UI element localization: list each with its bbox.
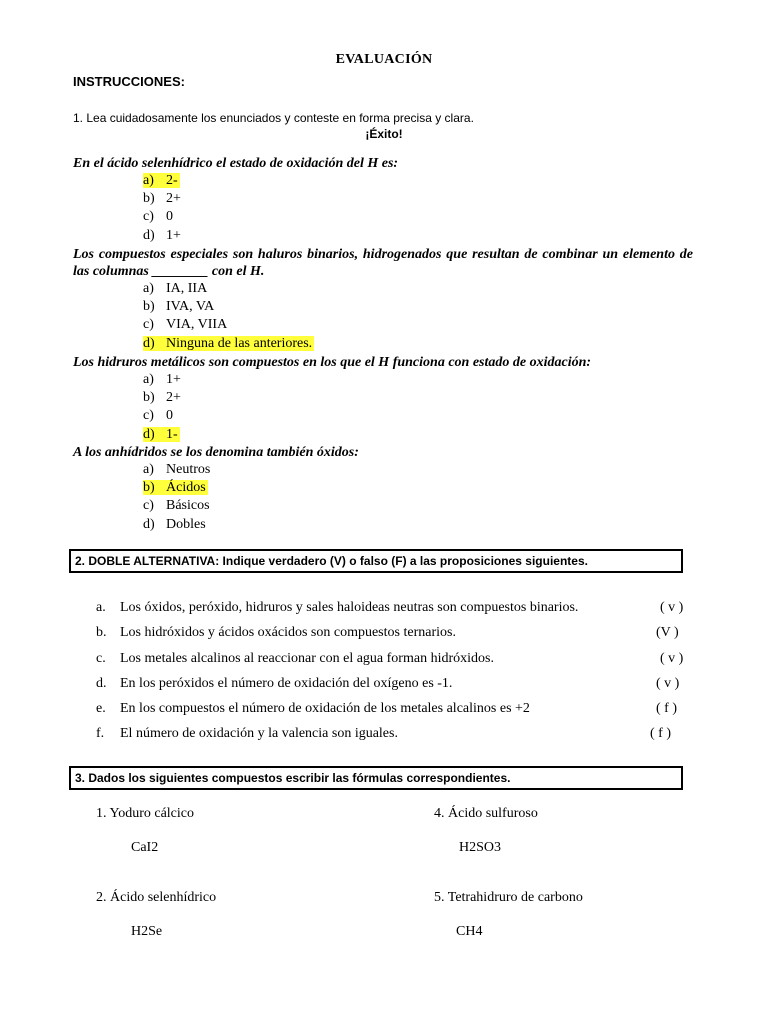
exito-text: ¡Éxito!: [365, 127, 403, 141]
compound-name: 2. Ácido selenhídrico: [96, 890, 217, 905]
option: c) 0: [143, 209, 173, 225]
tf-answer: ( f ): [650, 726, 671, 741]
instruction-1: 1. Lea cuidadosamente los enunciados y conteste en forma precisa y clara.: [73, 111, 474, 125]
question-2: Los compuestos especiales son haluros binarios, hidrogenados que resultan de combinar un elemento de las columnas ________ con el H.: [73, 247, 693, 279]
question-3: Los hidruros metálicos son compuestos en los que el H funciona con estado de oxidación:: [73, 355, 592, 370]
compound-name: 5. Tetrahidruro de carbono: [434, 890, 583, 905]
tf-answer: (V ): [656, 625, 679, 640]
option: b) 2+: [143, 191, 181, 207]
section-3-heading: 3. Dados los siguientes compuestos escribir las fórmulas correspondientes.: [69, 766, 683, 790]
tf-answer: ( v ): [660, 600, 684, 615]
tf-item: d. En los peróxidos el número de oxidación del oxígeno es -1. ( v ): [96, 676, 680, 691]
option: b) 2+: [143, 390, 181, 406]
compound-name: 4. Ácido sulfuroso: [434, 806, 538, 821]
tf-answer: ( f ): [656, 701, 677, 716]
compound-formula: H2Se: [131, 924, 163, 939]
page-title: EVALUACIÓN: [335, 52, 433, 67]
tf-answer: ( v ): [660, 651, 684, 666]
tf-item: c. Los metales alcalinos al reaccionar con el agua forman hidróxidos. ( v ): [96, 651, 684, 666]
compound-name: 1. Yoduro cálcico: [96, 806, 194, 821]
question-2-options: [143, 280, 314, 353]
instructions-label: INSTRUCCIONES:: [73, 74, 185, 89]
section-2-heading-label: 2. DOBLE ALTERNATIVA:: [75, 554, 220, 568]
option: d) 1+: [143, 227, 181, 243]
option: b) IVA, VA: [143, 299, 215, 315]
tf-answer: ( v ): [656, 676, 680, 691]
compound-formula: H2SO3: [459, 840, 502, 855]
question-3-options: [143, 371, 181, 444]
question-4-options: [143, 461, 210, 534]
option: c) 0: [143, 408, 173, 424]
option: c) Básicos: [143, 498, 210, 514]
option: b) Ácidos: [143, 480, 206, 496]
question-4: A los anhídridos se los denomina también óxidos:: [73, 445, 359, 460]
option: d) 1-: [143, 426, 178, 442]
compound-formula: CH4: [456, 924, 483, 939]
option: a) 2-: [143, 173, 178, 188]
option: a) Neutros: [143, 462, 211, 477]
option: d) Ninguna de las anteriores.: [143, 335, 313, 351]
compound-formula: CaI2: [131, 840, 159, 855]
section-2-heading-text: Indique verdadero (V) o falso (F) a las proposiciones siguientes.: [219, 554, 588, 568]
option: a) IA, IIA: [143, 281, 208, 296]
option: c) VIA, VIIA: [143, 317, 228, 333]
tf-item: f. El número de oxidación y la valencia son iguales. ( f ): [96, 726, 671, 741]
tf-item: e. En los compuestos el número de oxidación de los metales alcalinos es +2 ( f ): [96, 701, 677, 716]
option: d) Dobles: [143, 516, 206, 532]
section-2-heading: [69, 549, 683, 573]
question-1: En el ácido selenhídrico el estado de oxidación del H es:: [73, 156, 399, 171]
tf-item: b. Los hidróxidos y ácidos oxácidos son compuestos ternarios. (V ): [96, 625, 679, 640]
tf-item: a. Los óxidos, peróxido, hidruros y sales haloideas neutras son compuestos binarios. ( v ): [96, 600, 684, 615]
option: a) 1+: [143, 372, 181, 387]
question-1-options: [143, 172, 181, 245]
